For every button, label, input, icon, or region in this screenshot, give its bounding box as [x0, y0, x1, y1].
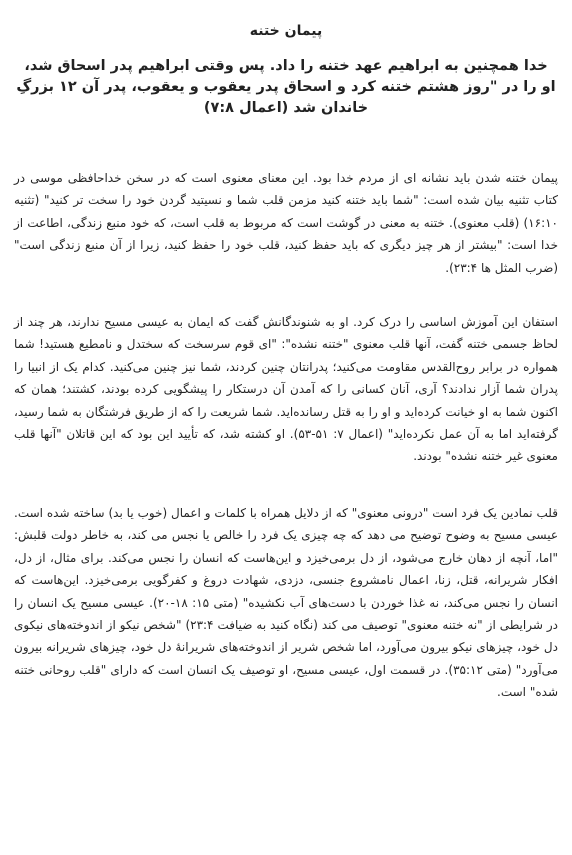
- page-title: پیمان ختنه: [249, 23, 323, 39]
- body-paragraph-3: قلب نمادین یک فرد است "درونی معنوی" که از دلایل همراه با کلمات و اعمال (خوب یا بد) ساخته شده است. عیسی مسیح به وضوح توضیح می دهد که چه چیزی یک فرد را خالص یا نجس می کند، به خاطر دولت قلبش: "اما، آنچه از دهان خارج می‌شود، از دل برمی‌خیزد و این‌هاست که انسان را نجس می‌کند. برای مثال، از دل، افکار شریرانه، قتل، زنا، اعمال نامشروع جنسی، دزدی، شهادت دروغ و کفرگویی برمی‌خیزد. این‌هاست که انسان را نجس می‌کند، نه غذا خوردن با دست‌های آب نکشیده" (متی ۱۵: ۱۸-۲۰). عیسی مسیح یک انسان را در شرایطی از "نه ختنه معنوی" توصیف می کند (نگاه کنید به ضیافت ۲۳:۴) "شخص نیکو از اندوخته‌های نیکوی دل خود، چیزهای نیکو بیرون می‌آورد، اما شخص شریر از اندوخته‌های شریرانهٔ دل خود، چیزهای شریرانه بیرون می‌آورد" (متی ۳۵:۱۲). در قسمت اول، عیسی مسیح، او توصیف یک انسان است که دارای "قلب روحانی ختنه شده" است.: [14, 505, 559, 700]
- body-paragraph-1: پیمان ختنه شدن باید نشانه ای از مردم خدا بود. این معنای معنوی است که در سخن خداحافظی موسی در کتاب تثنیه بیان شده است: "شما باید ختنه کنید مزمن قلب شما و نسیتید گردن خود را سخت تر کنید" (تثنیه ۱۶:۱۰) (قلب معنوی). ختنه به معنی در گوشت است که مربوط به قلب است، که خود منبع زندگی، اطاعت از خدا است: "بیشتر از هر چیز دیگری که باید حفظ کنید، قلب خود را حفظ کنید، زیرا از آن منبع زندگی است" (ضرب المثل ها ۲۳:۴).: [14, 171, 558, 275]
- scripture-verse: خدا همچنین به ابراهیم عهد ختنه را داد. پس وقتی ابراهیم پدر اسحاق شد، او را در "روز هشتم ختنه کرد و اسحاق پدر یعقوب و یعقوب، پدر آن ۱۲ بزرگِ خاندان شد (اعمال ۷:۸): [16, 58, 556, 116]
- body-paragraph-2: استفان این آموزش اساسی را درک کرد. او به شنوندگانش گفت که ایمان به عیسی مسیح ندارند، هر چند از لحاظ جسمی ختنه گفت، آنها قلب معنوی "ختنه نشده": "ای قوم سرسخت که سختدل و نامطیع هستید! شما همواره در برابر روح‌القدس مقاومت می‌کنید؛ پدرانتان چنین کردند، شما نیز چنین می‌کنید. کدام یک از انبیا را پدران شما آزار ندادند؟ آری، آنان کسانی را که آمدن آن درستکار را پیشگویی کرده بودند، کشتند؛ همان که اکنون شما به او خیانت کرده‌اید و او را به قتل رسانده‌اید. شما شریعت را که از طریق فرشتگان به شما رسید، گرفته‌اید اما به آن عمل نکرده‌اید" (اعمال ۷: ۵۱-۵۳). او کشته شد، که تأیید این بود که این قاتلان "آنها قلب معنوی غیر ختنه نشده" بودند.: [14, 315, 558, 464]
